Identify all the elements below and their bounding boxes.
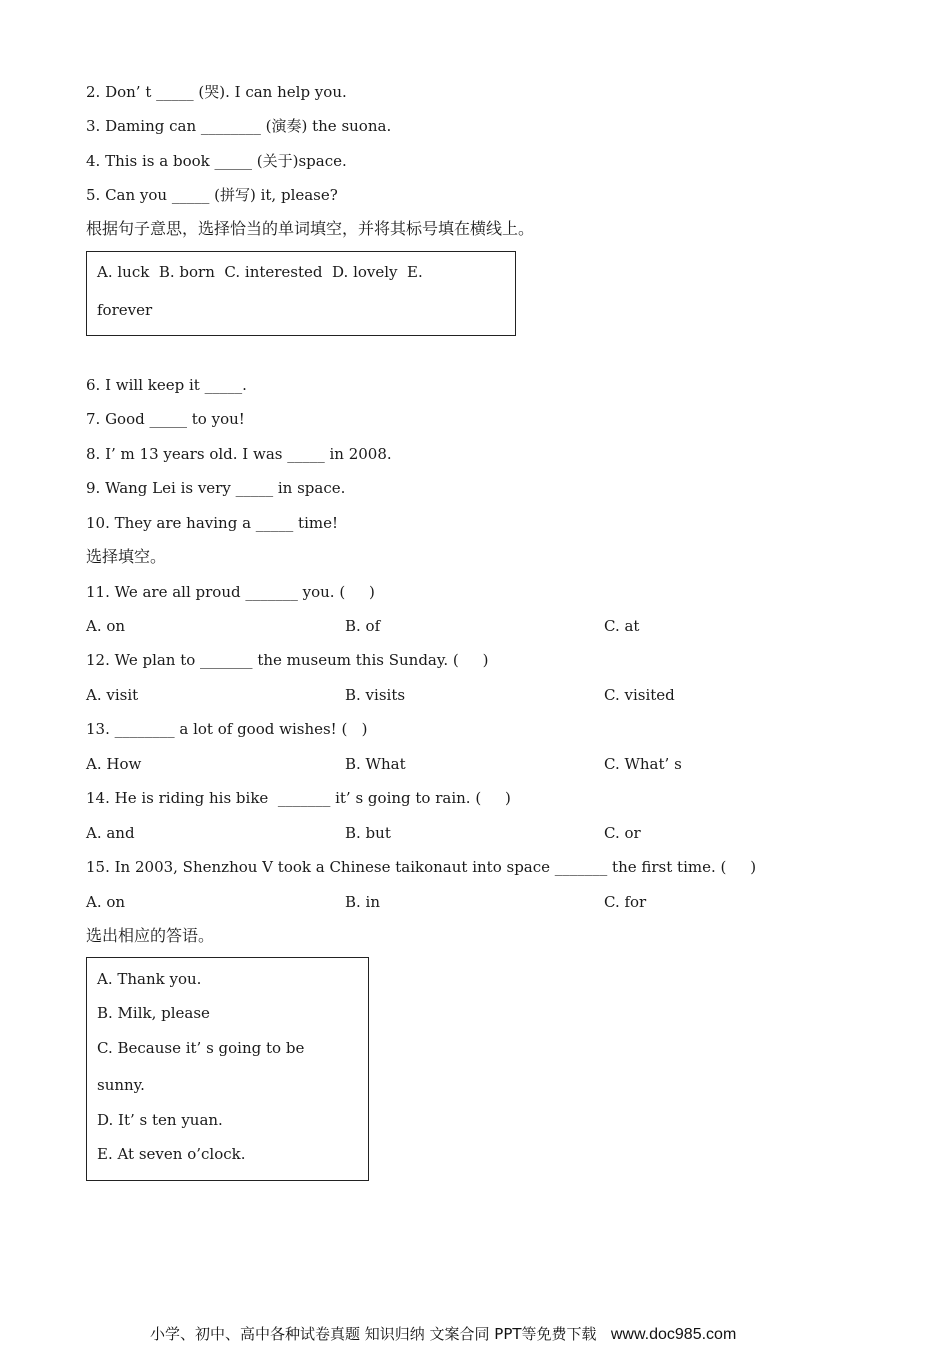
question-8: 8. I’ m 13 years old. I was _____ in 2008. [86, 445, 392, 463]
option-b: B. in [345, 893, 381, 911]
question-13: 13. ________ a lot of good wishes! ( ) [86, 720, 368, 738]
answer-line-5: D. It’ s ten yuan. [97, 1111, 223, 1129]
page-footer [150, 1324, 736, 1345]
question-12: 12. We plan to _______ the museum this Sunday. ( ) [86, 651, 489, 669]
option-c: C. for [604, 893, 647, 911]
question-10: 10. They are having a _____ time! [86, 514, 339, 532]
question-6: 6. I will keep it _____. [86, 376, 247, 394]
question-4: 4. This is a book _____ (关于)space. [86, 152, 347, 170]
option-b: B. What [345, 755, 406, 773]
question-7: 7. Good _____ to you! [86, 410, 245, 428]
answers-box [86, 957, 369, 1181]
option-c: C. visited [604, 686, 675, 704]
option-c: C. or [604, 824, 641, 842]
option-b: B. of [345, 617, 381, 635]
answer-line-6: E. At seven o’clock. [97, 1145, 246, 1163]
option-a: A. on [86, 617, 126, 635]
question-9: 9. Wang Lei is very _____ in space. [86, 479, 346, 497]
section-heading-answers: 选出相应的答语。 [86, 926, 215, 945]
option-c: C. What’ s [604, 755, 682, 773]
answer-line-3: C. Because it’ s going to be [97, 1039, 305, 1057]
option-a: A. and [86, 824, 135, 842]
question-5: 5. Can you _____ (拼写) it, please? [86, 186, 338, 204]
footer-url-link[interactable]: www.doc985.com [610, 1326, 737, 1343]
question-14: 14. He is riding his bike _______ it’ s going to rain. ( ) [86, 789, 511, 807]
option-b: B. but [345, 824, 391, 842]
answer-line-1: A. Thank you. [97, 970, 202, 988]
question-11: 11. We are all proud _______ you. ( ) [86, 583, 375, 601]
word-bank-line-1: A. luck B. born C. interested D. lovely E. [97, 263, 423, 281]
question-15: 15. In 2003, Shenzhou V took a Chinese taikonaut into space _______ the first time. ( ) [86, 858, 757, 876]
question-2: 2. Don’ t _____ (哭). I can help you. [86, 83, 347, 101]
footer-text: 小学、初中、高中各种试卷真题 知识归纳 文案合同 PPT等免费下载 [150, 1325, 597, 1343]
section-heading-word-bank: 根据句子意思，选择恰当的单词填空，并将其标号填在横线上。 [86, 219, 535, 238]
option-c: C. at [604, 617, 640, 635]
section-heading-choice: 选择填空。 [86, 547, 167, 566]
option-a: A. on [86, 893, 126, 911]
question-3: 3. Daming can ________ (演奏) the suona. [86, 117, 392, 135]
word-bank-line-2: forever [97, 301, 153, 319]
word-bank-box [86, 251, 516, 336]
answer-line-4: sunny. [97, 1076, 145, 1094]
option-a: A. How [86, 755, 142, 773]
option-a: A. visit [86, 686, 139, 704]
option-b: B. visits [345, 686, 406, 704]
answer-line-2: B. Milk, please [97, 1004, 210, 1022]
